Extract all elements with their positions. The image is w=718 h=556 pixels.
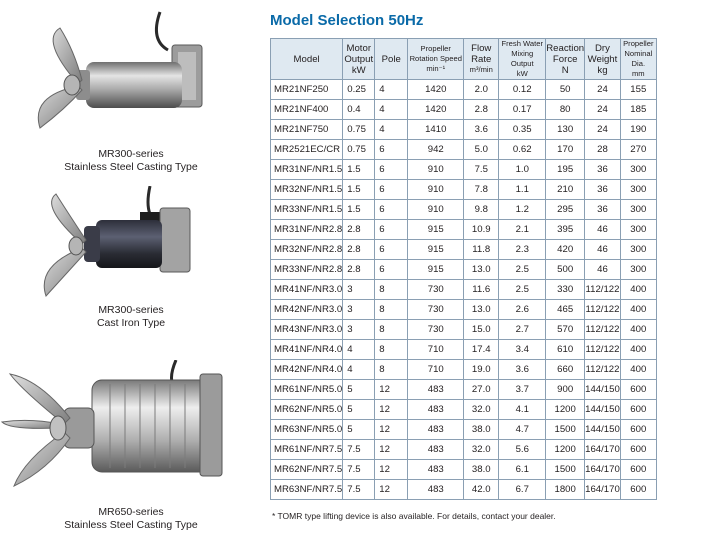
product-mr300-cast-iron <box>0 186 262 330</box>
cell-flow-rate: 2.0 <box>464 80 499 100</box>
col-header-dry-weight <box>585 39 621 80</box>
product-caption <box>0 506 262 532</box>
col-header-propeller-dia <box>620 39 656 80</box>
cell-mixing-output: 0.35 <box>499 120 546 140</box>
cell-flow-rate: 13.0 <box>464 260 499 280</box>
cell-motor-output: 3 <box>343 320 375 340</box>
cell-mixing-output: 0.12 <box>499 80 546 100</box>
cell-motor-output: 4 <box>343 360 375 380</box>
cell-propeller-dia: 600 <box>620 460 656 480</box>
table-row <box>271 400 657 420</box>
cell-propeller-dia: 400 <box>620 280 656 300</box>
cell-motor-output: 3 <box>343 300 375 320</box>
cell-mixing-output: 4.1 <box>499 400 546 420</box>
cell-motor-output: 7.5 <box>343 440 375 460</box>
cell-reaction-force: 570 <box>546 320 585 340</box>
cell-model: MR43NF/NR3.0 <box>271 320 343 340</box>
cell-motor-output: 2.8 <box>343 260 375 280</box>
cell-model: MR31NF/NR2.8 <box>271 220 343 240</box>
product-mr300-stainless <box>0 0 262 174</box>
header-label: Weight <box>587 53 618 65</box>
cell-model: MR42NF/NR4.0 <box>271 360 343 380</box>
cell-flow-rate: 11.8 <box>464 240 499 260</box>
cell-motor-output: 2.8 <box>343 220 375 240</box>
cell-motor-output: 1.5 <box>343 200 375 220</box>
cell-propeller-dia: 300 <box>620 240 656 260</box>
cell-dry-weight: 164/170 <box>585 480 621 500</box>
cell-flow-rate: 15.0 <box>464 320 499 340</box>
header-label: Dry <box>595 42 610 54</box>
cell-propeller-dia: 400 <box>620 360 656 380</box>
cell-rotation-speed: 710 <box>408 340 464 360</box>
cell-rotation-speed: 1420 <box>408 100 464 120</box>
cell-dry-weight: 46 <box>585 260 621 280</box>
cell-dry-weight: 24 <box>585 120 621 140</box>
caption-type: Stainless Steel Casting Type <box>64 519 198 531</box>
cell-motor-output: 0.4 <box>343 100 375 120</box>
cell-reaction-force: 465 <box>546 300 585 320</box>
header-unit: kg <box>597 64 608 76</box>
cell-propeller-dia: 600 <box>620 420 656 440</box>
col-header-rotation-speed <box>408 39 464 80</box>
table-row <box>271 140 657 160</box>
table-row <box>271 460 657 480</box>
header-label: Rate <box>471 54 492 65</box>
cell-pole: 12 <box>375 380 408 400</box>
cell-pole: 8 <box>375 340 408 360</box>
cell-pole: 12 <box>375 460 408 480</box>
cell-dry-weight: 36 <box>585 180 621 200</box>
cell-dry-weight: 112/122 <box>585 280 621 300</box>
table-row <box>271 420 657 440</box>
table-row <box>271 360 657 380</box>
cell-model: MR33NF/NR1.5 <box>271 200 343 220</box>
cell-rotation-speed: 710 <box>408 360 464 380</box>
col-header-flow-rate <box>464 39 499 80</box>
cell-propeller-dia: 300 <box>620 180 656 200</box>
cell-reaction-force: 1500 <box>546 460 585 480</box>
cell-dry-weight: 112/122 <box>585 300 621 320</box>
cell-pole: 4 <box>375 80 408 100</box>
header-label: Fresh Water <box>501 39 543 48</box>
cell-flow-rate: 32.0 <box>464 400 499 420</box>
col-header-mixing-output <box>499 39 546 80</box>
cell-model: MR21NF750 <box>271 120 343 140</box>
cell-dry-weight: 28 <box>585 140 621 160</box>
cell-reaction-force: 1200 <box>546 440 585 460</box>
cell-mixing-output: 6.7 <box>499 480 546 500</box>
cell-propeller-dia: 400 <box>620 340 656 360</box>
cell-reaction-force: 395 <box>546 220 585 240</box>
cell-dry-weight: 144/150 <box>585 420 621 440</box>
header-label: Output <box>344 53 374 65</box>
cell-flow-rate: 38.0 <box>464 460 499 480</box>
header-label: Nominal Dia. <box>624 49 653 68</box>
cell-mixing-output: 3.7 <box>499 380 546 400</box>
cell-reaction-force: 210 <box>546 180 585 200</box>
table-row <box>271 240 657 260</box>
cell-rotation-speed: 915 <box>408 220 464 240</box>
table-row <box>271 220 657 240</box>
cell-motor-output: 0.75 <box>343 120 375 140</box>
cell-flow-rate: 11.6 <box>464 280 499 300</box>
cell-model: MR32NF/NR2.8 <box>271 240 343 260</box>
cell-rotation-speed: 910 <box>408 180 464 200</box>
header-label: Motor <box>346 42 372 54</box>
cell-reaction-force: 130 <box>546 120 585 140</box>
footnote: * TOMR type lifting device is also available. For details, contact your dealer. <box>272 511 556 521</box>
cell-flow-rate: 9.8 <box>464 200 499 220</box>
cell-mixing-output: 2.3 <box>499 240 546 260</box>
cell-reaction-force: 80 <box>546 100 585 120</box>
cell-pole: 8 <box>375 280 408 300</box>
product-mr650-stainless <box>0 360 262 532</box>
cell-model: MR63NF/NR5.0 <box>271 420 343 440</box>
cell-mixing-output: 2.1 <box>499 220 546 240</box>
header-label: Force <box>552 53 578 65</box>
cell-reaction-force: 500 <box>546 260 585 280</box>
cell-motor-output: 3 <box>343 280 375 300</box>
cell-reaction-force: 660 <box>546 360 585 380</box>
cell-dry-weight: 164/170 <box>585 440 621 460</box>
table-row <box>271 300 657 320</box>
cell-mixing-output: 1.2 <box>499 200 546 220</box>
table-row <box>271 280 657 300</box>
table-row <box>271 80 657 100</box>
cell-rotation-speed: 483 <box>408 380 464 400</box>
cell-motor-output: 0.25 <box>343 80 375 100</box>
cell-pole: 6 <box>375 180 408 200</box>
cell-flow-rate: 19.0 <box>464 360 499 380</box>
cell-model: MR61NF/NR5.0 <box>271 380 343 400</box>
cell-flow-rate: 3.6 <box>464 120 499 140</box>
header-unit: mm <box>631 69 645 78</box>
caption-series: MR650-series <box>98 506 164 518</box>
header-unit: N <box>561 64 569 76</box>
cell-model: MR21NF400 <box>271 100 343 120</box>
table-row <box>271 260 657 280</box>
cell-model: MR31NF/NR1.5 <box>271 160 343 180</box>
table-row <box>271 380 657 400</box>
header-unit: min⁻¹ <box>426 64 446 73</box>
cell-rotation-speed: 1410 <box>408 120 464 140</box>
col-header-reaction-force <box>546 39 585 80</box>
cell-dry-weight: 164/170 <box>585 460 621 480</box>
cell-propeller-dia: 600 <box>620 380 656 400</box>
cell-propeller-dia: 300 <box>620 220 656 240</box>
cell-rotation-speed: 730 <box>408 320 464 340</box>
table-row <box>271 320 657 340</box>
cell-flow-rate: 32.0 <box>464 440 499 460</box>
model-selection-table <box>270 38 657 500</box>
cell-flow-rate: 38.0 <box>464 420 499 440</box>
table-row <box>271 120 657 140</box>
cell-reaction-force: 900 <box>546 380 585 400</box>
cell-mixing-output: 2.5 <box>499 260 546 280</box>
cell-pole: 12 <box>375 440 408 460</box>
cell-motor-output: 7.5 <box>343 460 375 480</box>
cell-rotation-speed: 910 <box>408 200 464 220</box>
cell-model: MR2521EC/CR <box>271 140 343 160</box>
table-row <box>271 100 657 120</box>
cell-pole: 8 <box>375 360 408 380</box>
cell-rotation-speed: 730 <box>408 280 464 300</box>
cell-propeller-dia: 300 <box>620 160 656 180</box>
cell-motor-output: 4 <box>343 340 375 360</box>
caption-type: Stainless Steel Casting Type <box>64 161 198 173</box>
cell-dry-weight: 24 <box>585 80 621 100</box>
cell-pole: 6 <box>375 220 408 240</box>
header-label: Flow <box>471 43 492 54</box>
cell-mixing-output: 3.6 <box>499 360 546 380</box>
cell-flow-rate: 7.5 <box>464 160 499 180</box>
cell-motor-output: 7.5 <box>343 480 375 500</box>
cell-propeller-dia: 155 <box>620 80 656 100</box>
cell-pole: 4 <box>375 100 408 120</box>
cell-mixing-output: 5.6 <box>499 440 546 460</box>
mr300-cast-iron-mixer-image <box>0 186 262 304</box>
cell-rotation-speed: 730 <box>408 300 464 320</box>
cell-dry-weight: 46 <box>585 240 621 260</box>
cell-pole: 6 <box>375 140 408 160</box>
cell-rotation-speed: 942 <box>408 140 464 160</box>
cell-reaction-force: 50 <box>546 80 585 100</box>
cell-motor-output: 5 <box>343 400 375 420</box>
table-header-row <box>271 39 657 80</box>
header-label: Reaction <box>546 42 585 54</box>
header-label: Model <box>293 53 320 65</box>
cell-pole: 8 <box>375 300 408 320</box>
cell-pole: 12 <box>375 400 408 420</box>
caption-series: MR300-series <box>98 304 164 316</box>
cell-motor-output: 1.5 <box>343 180 375 200</box>
cell-mixing-output: 0.17 <box>499 100 546 120</box>
cell-pole: 12 <box>375 420 408 440</box>
cell-model: MR62NF/NR5.0 <box>271 400 343 420</box>
cell-model: MR63NF/NR7.5 <box>271 480 343 500</box>
table-body <box>271 80 657 500</box>
caption-type: Cast Iron Type <box>96 317 166 329</box>
cell-mixing-output: 2.6 <box>499 300 546 320</box>
cell-dry-weight: 36 <box>585 200 621 220</box>
cell-propeller-dia: 600 <box>620 440 656 460</box>
caption-series: MR300-series <box>98 148 164 160</box>
cell-dry-weight: 144/150 <box>585 380 621 400</box>
cell-propeller-dia: 185 <box>620 100 656 120</box>
cell-propeller-dia: 600 <box>620 400 656 420</box>
table-row <box>271 480 657 500</box>
cell-model: MR41NF/NR4.0 <box>271 340 343 360</box>
cell-model: MR32NF/NR1.5 <box>271 180 343 200</box>
cell-dry-weight: 24 <box>585 100 621 120</box>
cell-flow-rate: 42.0 <box>464 480 499 500</box>
col-header-pole <box>375 39 408 80</box>
header-unit: kW <box>516 69 528 78</box>
cell-pole: 6 <box>375 240 408 260</box>
cell-rotation-speed: 915 <box>408 260 464 280</box>
cell-motor-output: 2.8 <box>343 240 375 260</box>
cell-pole: 6 <box>375 260 408 280</box>
cell-dry-weight: 112/122 <box>585 320 621 340</box>
col-header-model <box>271 39 343 80</box>
cell-motor-output: 5 <box>343 380 375 400</box>
cell-reaction-force: 420 <box>546 240 585 260</box>
cell-flow-rate: 27.0 <box>464 380 499 400</box>
cell-motor-output: 0.75 <box>343 140 375 160</box>
cell-pole: 8 <box>375 320 408 340</box>
cell-propeller-dia: 600 <box>620 480 656 500</box>
cell-rotation-speed: 483 <box>408 440 464 460</box>
cell-pole: 12 <box>375 480 408 500</box>
cell-reaction-force: 195 <box>546 160 585 180</box>
cell-pole: 6 <box>375 160 408 180</box>
cell-model: MR42NF/NR3.0 <box>271 300 343 320</box>
cell-mixing-output: 2.7 <box>499 320 546 340</box>
header-unit: kW <box>351 64 366 76</box>
header-label: Propeller <box>623 39 654 48</box>
cell-reaction-force: 330 <box>546 280 585 300</box>
table-row <box>271 440 657 460</box>
cell-propeller-dia: 400 <box>620 300 656 320</box>
cell-mixing-output: 1.0 <box>499 160 546 180</box>
cell-rotation-speed: 483 <box>408 480 464 500</box>
cell-reaction-force: 610 <box>546 340 585 360</box>
cell-mixing-output: 6.1 <box>499 460 546 480</box>
table-row <box>271 160 657 180</box>
cell-rotation-speed: 483 <box>408 460 464 480</box>
table-row <box>271 200 657 220</box>
col-header-motor-output <box>343 39 375 80</box>
cell-flow-rate: 7.8 <box>464 180 499 200</box>
cell-reaction-force: 1200 <box>546 400 585 420</box>
cell-mixing-output: 1.1 <box>499 180 546 200</box>
cell-mixing-output: 2.5 <box>499 280 546 300</box>
cell-propeller-dia: 190 <box>620 120 656 140</box>
mr650-stainless-mixer-image <box>0 360 262 506</box>
cell-rotation-speed: 483 <box>408 400 464 420</box>
cell-propeller-dia: 270 <box>620 140 656 160</box>
mr300-stainless-mixer-image <box>0 0 262 148</box>
cell-dry-weight: 46 <box>585 220 621 240</box>
cell-model: MR21NF250 <box>271 80 343 100</box>
cell-dry-weight: 112/122 <box>585 340 621 360</box>
header-label: Rotation Speed <box>409 54 462 63</box>
cell-propeller-dia: 400 <box>620 320 656 340</box>
cell-reaction-force: 295 <box>546 200 585 220</box>
page-title: Model Selection 50Hz <box>270 12 424 29</box>
cell-mixing-output: 4.7 <box>499 420 546 440</box>
cell-reaction-force: 1500 <box>546 420 585 440</box>
cell-mixing-output: 0.62 <box>499 140 546 160</box>
cell-rotation-speed: 915 <box>408 240 464 260</box>
cell-dry-weight: 144/150 <box>585 400 621 420</box>
cell-model: MR61NF/NR7.5 <box>271 440 343 460</box>
header-label: Mixing Output <box>510 49 534 68</box>
cell-flow-rate: 13.0 <box>464 300 499 320</box>
header-label: Propeller <box>420 44 451 53</box>
cell-motor-output: 5 <box>343 420 375 440</box>
cell-flow-rate: 2.8 <box>464 100 499 120</box>
table-row <box>271 180 657 200</box>
cell-reaction-force: 170 <box>546 140 585 160</box>
cell-flow-rate: 17.4 <box>464 340 499 360</box>
cell-rotation-speed: 483 <box>408 420 464 440</box>
cell-flow-rate: 5.0 <box>464 140 499 160</box>
cell-model: MR62NF/NR7.5 <box>271 460 343 480</box>
cell-motor-output: 1.5 <box>343 160 375 180</box>
cell-propeller-dia: 300 <box>620 200 656 220</box>
cell-rotation-speed: 1420 <box>408 80 464 100</box>
cell-dry-weight: 112/122 <box>585 360 621 380</box>
header-unit: m³/min <box>469 65 493 74</box>
cell-dry-weight: 36 <box>585 160 621 180</box>
product-caption <box>0 304 262 330</box>
header-label: Pole <box>381 53 401 65</box>
cell-model: MR41NF/NR3.0 <box>271 280 343 300</box>
cell-propeller-dia: 300 <box>620 260 656 280</box>
table-row <box>271 340 657 360</box>
cell-flow-rate: 10.9 <box>464 220 499 240</box>
cell-pole: 6 <box>375 200 408 220</box>
cell-pole: 4 <box>375 120 408 140</box>
cell-mixing-output: 3.4 <box>499 340 546 360</box>
cell-model: MR33NF/NR2.8 <box>271 260 343 280</box>
cell-reaction-force: 1800 <box>546 480 585 500</box>
cell-rotation-speed: 910 <box>408 160 464 180</box>
product-caption <box>0 148 262 174</box>
